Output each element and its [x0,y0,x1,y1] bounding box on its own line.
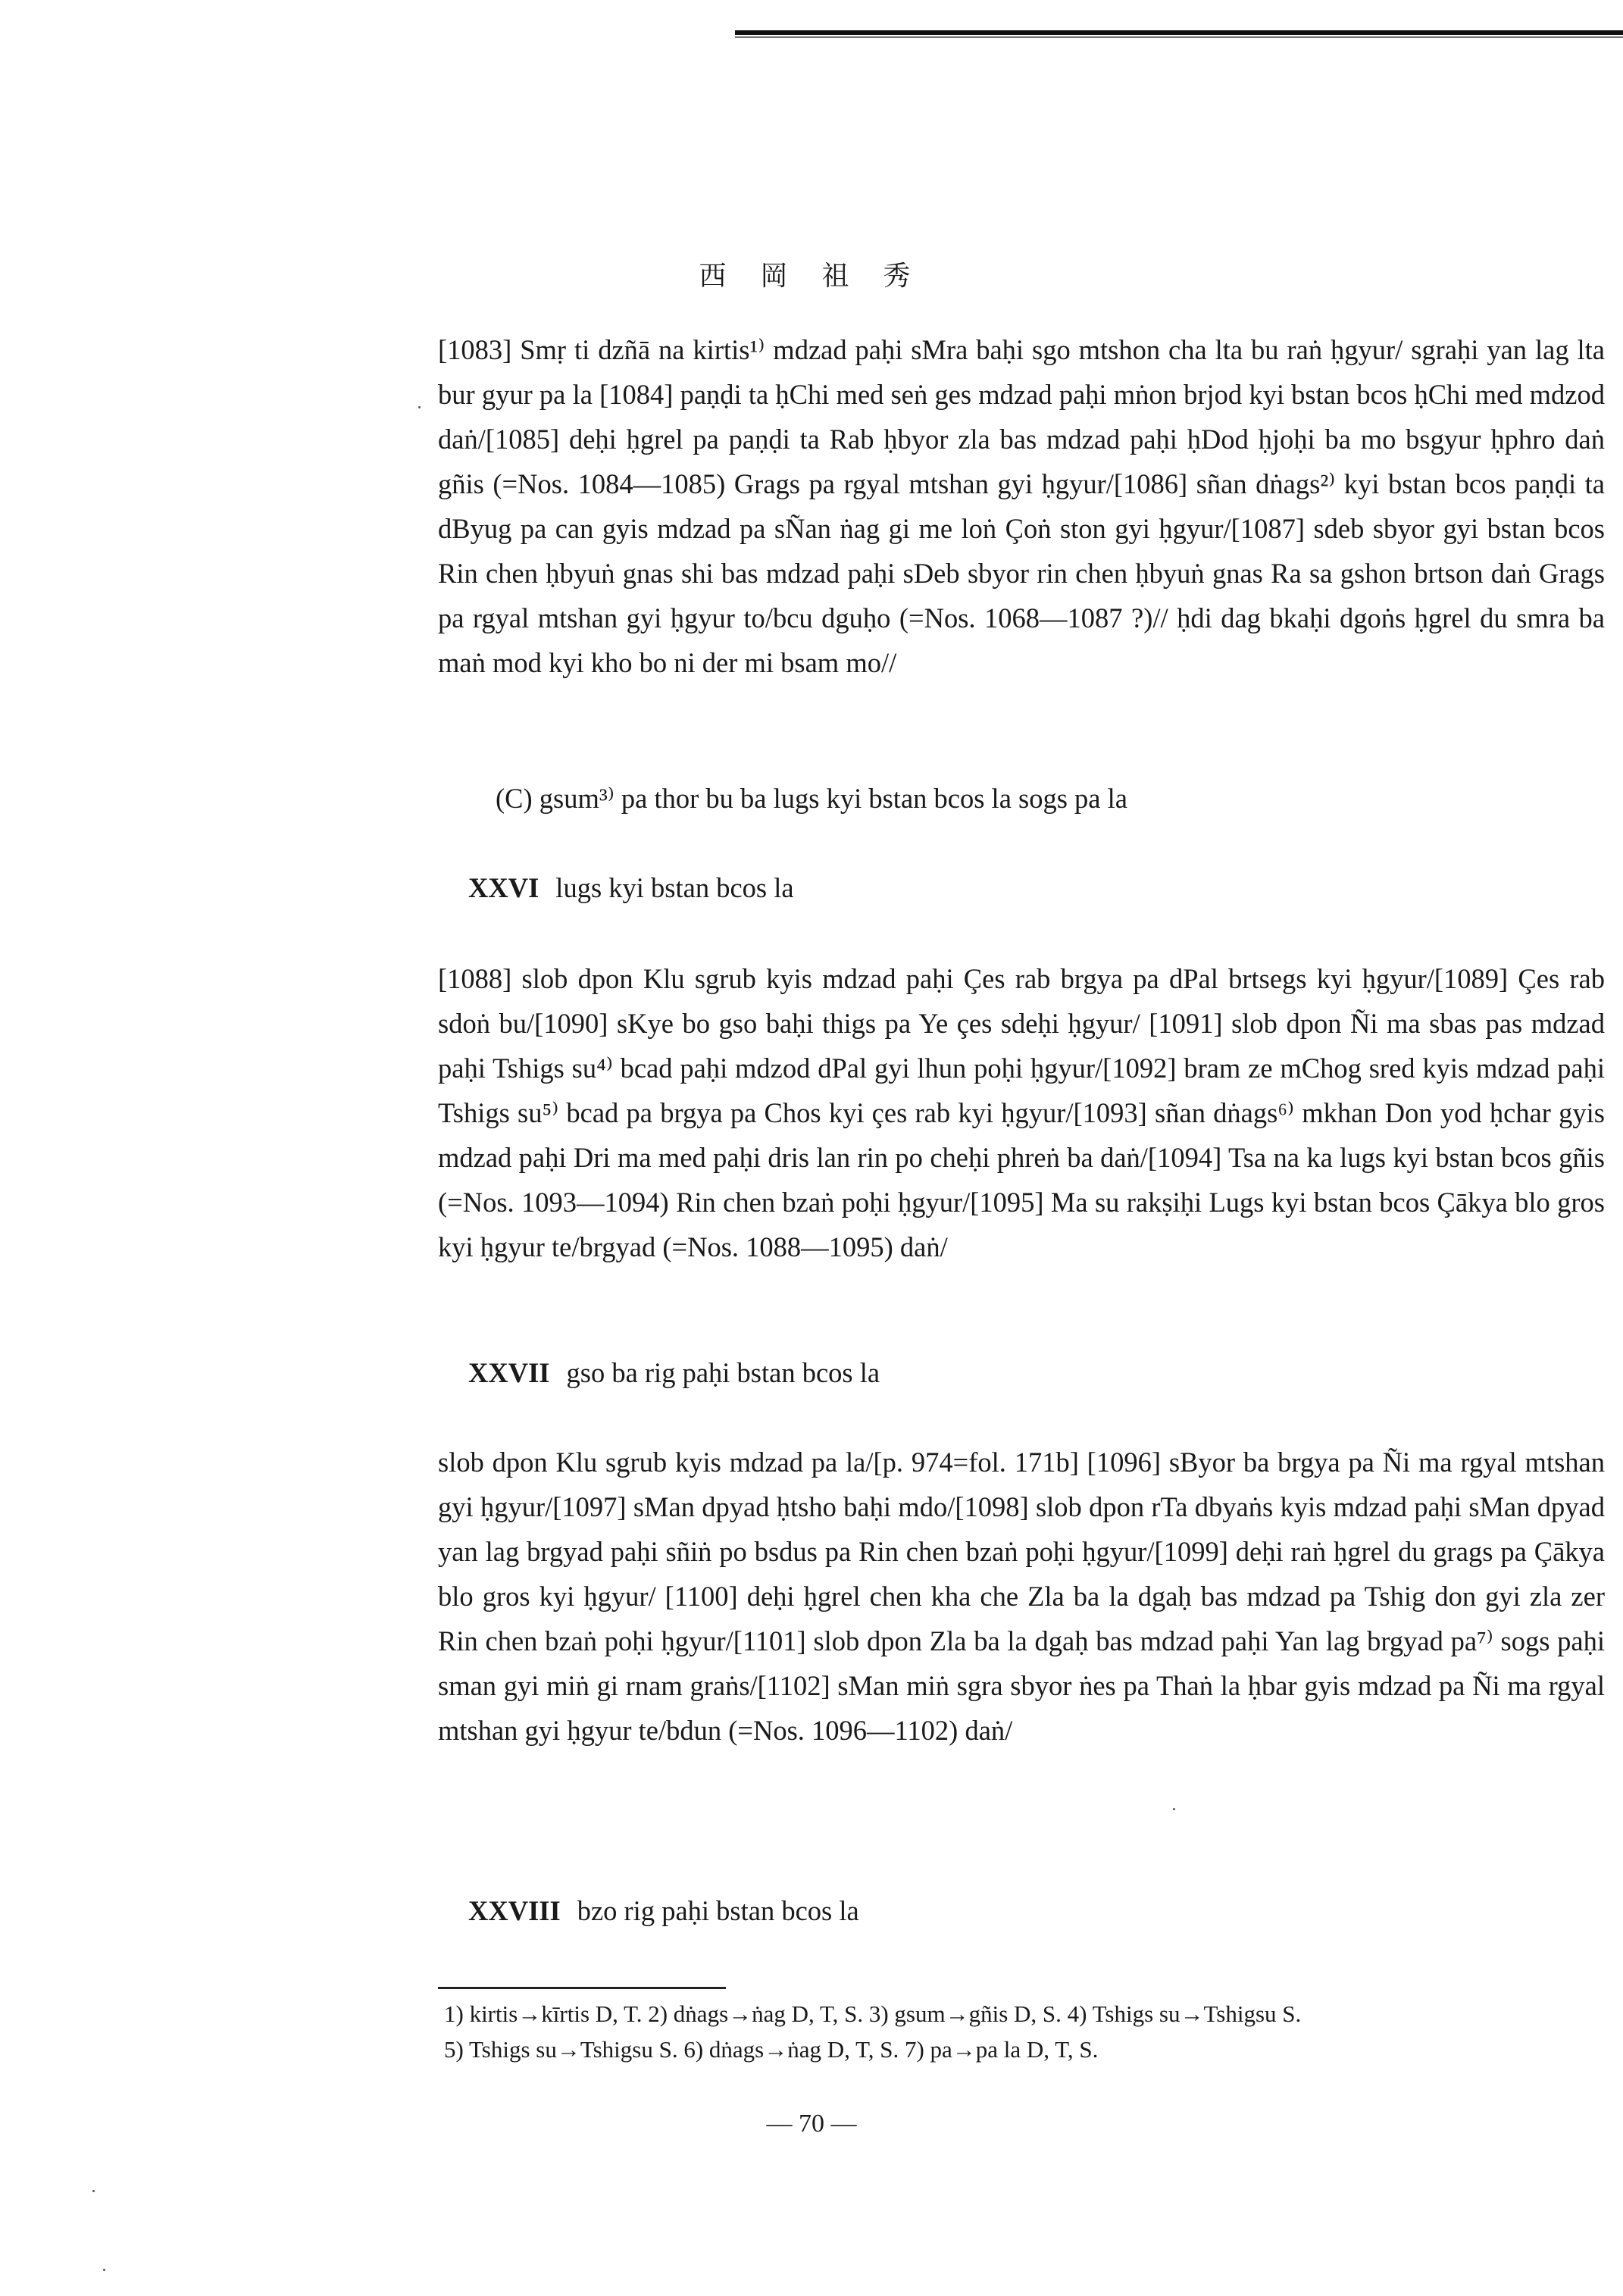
paragraph-1083-1087 [438,327,1605,685]
top-rule-shadow [735,36,1623,38]
page-number: — 70 — [766,2110,857,2138]
scan-speck [1173,1808,1175,1810]
paragraph-text: slob dpon Klu sgrub kyis mdzad pa la/[p. 974=fol. 171b] [1096] sByor ba brgya pa Ñi ma rgyal mtshan gyi ḥgyur/[1097] sMan dpyad ḥtsho baḥi mdo/[1098] slob dpon rTa dbyaṅs kyis mdzad paḥi sMan dpyad yan lag brgyad paḥi sñiṅ po bsdus pa Rin chen bzaṅ poḥi ḥgyur/[1099] deḥi raṅ ḥgrel du grags pa Çākya blo gros kyi ḥgyur/ [1100] deḥi ḥgrel chen kha che Zla ba la dgaḥ bas mdzad pa Tshig don gyi zla zer Rin chen bzaṅ poḥi ḥgyur/[1101] slob dpon Zla ba la dgaḥ bas mdzad paḥi Yan lag brgyad pa⁷⁾ sogs paḥi sman gyi miṅ gi rnam graṅs/[1102] sMan miṅ sgra sbyor ṅes pa Thaṅ la ḥbar gyis mdzad pa Ñi ma rgyal mtshan gyi ḥgyur te/bdun (=Nos. 1096—1102) daṅ/ [438,1447,1605,1746]
section-numeral: XXVI [468,872,539,903]
scan-speck [418,406,421,408]
section-heading-xxviii [468,1894,859,1927]
section-title: gso ba rig paḥi bstan bcos la [566,1357,880,1388]
footnotes [444,1996,1611,2067]
section-heading-xxvii [468,1356,880,1389]
footnote-rule [438,1987,726,1989]
scan-speck [103,2269,105,2271]
section-numeral: XXVII [468,1357,550,1388]
section-title: bzo rig paḥi bstan bcos la [577,1895,859,1926]
section-title: lugs kyi bstan bcos la [555,872,794,903]
section-numeral: XXVIII [468,1895,561,1926]
top-rule [735,30,1623,35]
paragraph-1088-1095 [438,956,1605,1269]
section-c-heading: (C) gsum³⁾ pa thor bu ba lugs kyi bstan bcos la sogs pa la [496,783,1127,814]
running-header-author: 西 岡 祖 秀 [699,261,924,291]
footnote-line: 5) Tshigs su→Tshigsu S. 6) dṅags→ṅag D, T, S. 7) pa→pa la D, T, S. [444,2036,1099,2063]
scan-speck [92,2190,95,2192]
paragraph-text: [1083] Smṛ ti dzñā na kirtis¹⁾ mdzad paḥi sMra baḥi sgo mtshon cha lta bu raṅ ḥgyur/ sgraḥi yan lag lta bur gyur pa la [1084] paṇḍi ta ḥChi med seṅ ges mdzad paḥi mṅon brjod kyi bstan bcos ḥChi med mdzod daṅ/[1085] deḥi ḥgrel pa paṇḍi ta Rab ḥbyor zla bas mdzad paḥi ḥDod ḥjoḥi ba mo bsgyur ḥphro daṅ gñis (=Nos. 1084—1085) Grags pa rgyal mtshan gyi ḥgyur/[1086] sñan dṅags²⁾ kyi bstan bcos paṇḍi ta dByug pa can gyis mdzad pa sÑan ṅag gi me loṅ Çoṅ ston gyi ḥgyur/[1087] sdeb sbyor gyi bstan bcos Rin chen ḥbyuṅ gnas shi bas mdzad paḥi sDeb sbyor rin chen ḥbyuṅ gnas Ra sa gshon brtson daṅ Grags pa rgyal mtshan gyi ḥgyur to/bcu dguḥo (=Nos. 1068—1087 ?)// ḥdi dag bkaḥi dgoṅs ḥgrel du smra ba maṅ mod kyi kho bo ni der mi bsam mo// [438,334,1605,678]
footnote-line: 1) kirtis→kīrtis D, T. 2) dṅags→ṅag D, T, S. 3) gsum→gñis D, S. 4) Tshigs su→Tshigsu S. [444,2000,1302,2027]
section-heading-xxvi [468,871,794,904]
paragraph-1096-1102 [438,1440,1605,1753]
paragraph-text: [1088] slob dpon Klu sgrub kyis mdzad paḥi Çes rab brgya pa dPal brtsegs kyi ḥgyur/[1089] Çes rab sdoṅ bu/[1090] sKye bo gso baḥi thigs pa Ye çes sdeḥi ḥgyur/ [1091] slob dpon Ñi ma sbas pas mdzad paḥi Tshigs su⁴⁾ bcad paḥi mdzod dPal gyi lhun poḥi ḥgyur/[1092] bram ze mChog sred kyis mdzad paḥi Tshigs su⁵⁾ bcad pa brgya pa Chos kyi çes rab kyi ḥgyur/[1093] sñan dṅags⁶⁾ mkhan Don yod ḥchar gyis mdzad paḥi Dri ma med paḥi dris lan rin po cheḥi phreṅ ba daṅ/[1094] Tsa na ka lugs kyi bstan bcos gñis (=Nos. 1093—1094) Rin chen bzaṅ poḥi ḥgyur/[1095] Ma su rakṣiḥi Lugs kyi bstan bcos Çākya blo gros kyi ḥgyur te/brgyad (=Nos. 1088—1095) daṅ/ [438,963,1605,1262]
